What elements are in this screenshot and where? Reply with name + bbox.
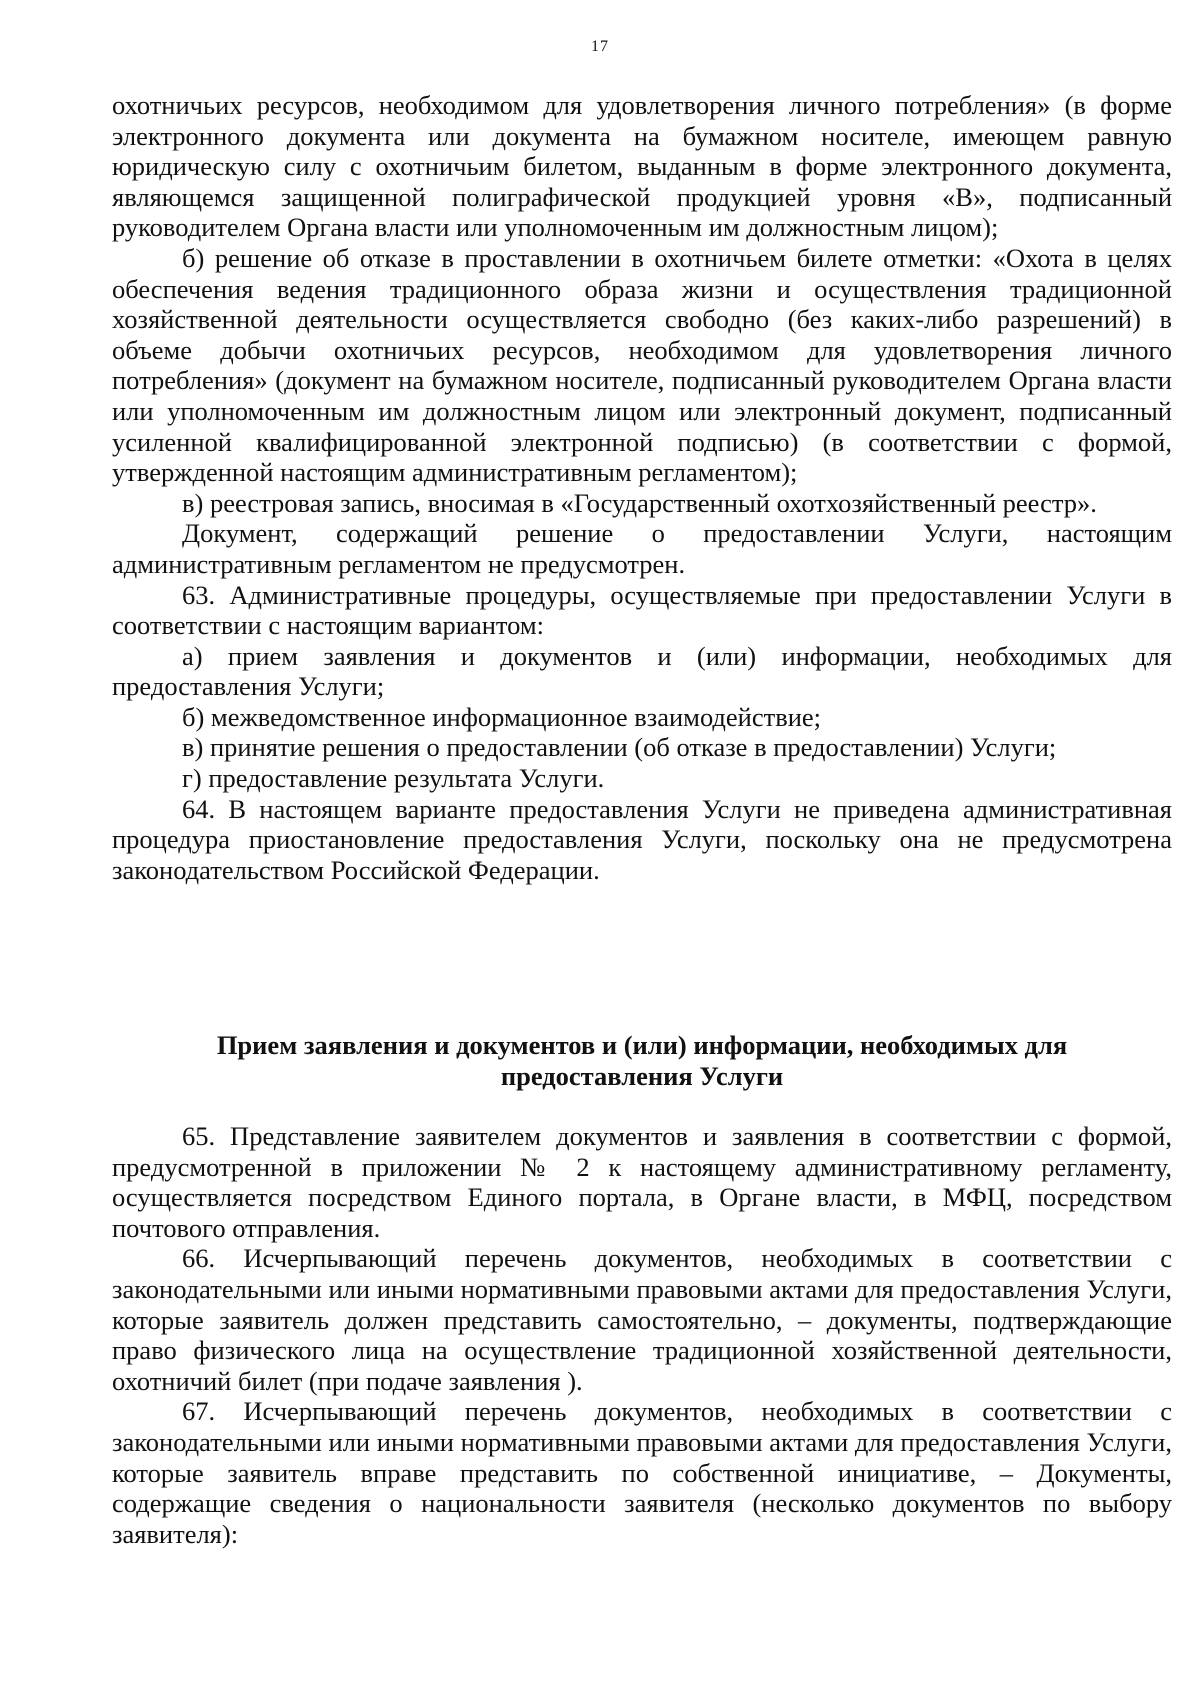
paragraph-65: 65. Представление заявителем документов и заявления в соответствии с формой, предусмотренной в приложении № 2 к настоящему административному регламенту, осуществляется посредством Единого портала, в Органе власти, в МФЦ, посредством почтового отправления. bbox=[112, 1121, 1172, 1243]
paragraph-item-v: в) реестровая запись, вносимая в «Государственный охотхозяйственный реестр». bbox=[182, 487, 1097, 518]
paragraph-63: 63. Административные процедуры, осуществляемые при предоставлении Услуги в соответствии с настоящим вариантом: bbox=[112, 579, 1172, 641]
paragraph-67: 67. Исчерпывающий перечень документов, необходимых в соответствии с законодательными или иными нормативными правовыми актами для предоставления Услуги, которые заявитель вправе представить по собственной инициативе, – Документы, содержащие сведения о национальности заявителя (несколько документов по выбору заявителя): bbox=[112, 1396, 1172, 1549]
paragraph-64: 64. В настоящем варианте предоставления Услуги не приведена административная процедура приостановление предоставления Услуги, поскольку она не предусмотрена законодательством Российской Федерации. bbox=[112, 793, 1172, 885]
list-item-v: в) принятие решения о предоставлении (об отказе в предоставлении) Услуги; bbox=[182, 732, 1057, 763]
paragraph-66: 66. Исчерпывающий перечень документов, необходимых в соответствии с законодательными или иными нормативными правовыми актами для предоставления Услуги, которые заявитель должен представить самостоятельно, – документы, подтверждающие право физического лица на осуществление традиционной хозяйственной деятельности, охотничий билет (при подаче заявления ). bbox=[112, 1243, 1172, 1396]
section-heading-line-1: Прием заявления и документов и (или) информации, необходимых для bbox=[216, 1030, 1068, 1060]
list-item-a: а) прием заявления и документов и (или) информации, необходимых для предоставления Услуги; bbox=[112, 640, 1172, 702]
page-number: 17 bbox=[591, 38, 609, 55]
main-text-block bbox=[112, 90, 1172, 885]
list-item-g: г) предоставление результата Услуги. bbox=[182, 763, 605, 794]
paragraph-item-b: б) решение об отказе в проставлении в охотничьем билете отметки: «Охота в целях обеспечения ведения традиционного образа жизни и осуществления традиционной хозяйственной деятельности осуществляется свободно (без каких-либо разрешений) в объеме добычи охотничьих ресурсов, необходимом для удовлетворения личного потребления» (документ на бумажном носителе, подписанный руководителем Органа власти или уполномоченным им должностным лицом или электронный документ, подписанный усиленной квалифицированной электронной подписью) (в соответствии с формой, утвержденной настоящим административным регламентом); bbox=[112, 242, 1172, 488]
list-item-b: б) межведомственное информационное взаимодействие; bbox=[182, 701, 822, 732]
paragraph-decision-document: Документ, содержащий решение о предоставлении Услуги, настоящим административным регламентом не предусмотрен. bbox=[112, 518, 1172, 579]
section-heading-line-2: предоставления Услуги bbox=[500, 1061, 784, 1091]
section-text-block bbox=[112, 1121, 1172, 1549]
section-heading bbox=[112, 1030, 1172, 1092]
paragraph-continuation: охотничьих ресурсов, необходимом для удовлетворения личного потребления» (в форме электронного документа или документа на бумажном носителе, имеющем равную юридическую силу с охотничьим билетом, выданным в форме электронного документа, являющемся защищенной полиграфической продукцией уровня «В», подписанный руководителем Органа власти или уполномоченным им должностным лицом); bbox=[112, 90, 1172, 243]
